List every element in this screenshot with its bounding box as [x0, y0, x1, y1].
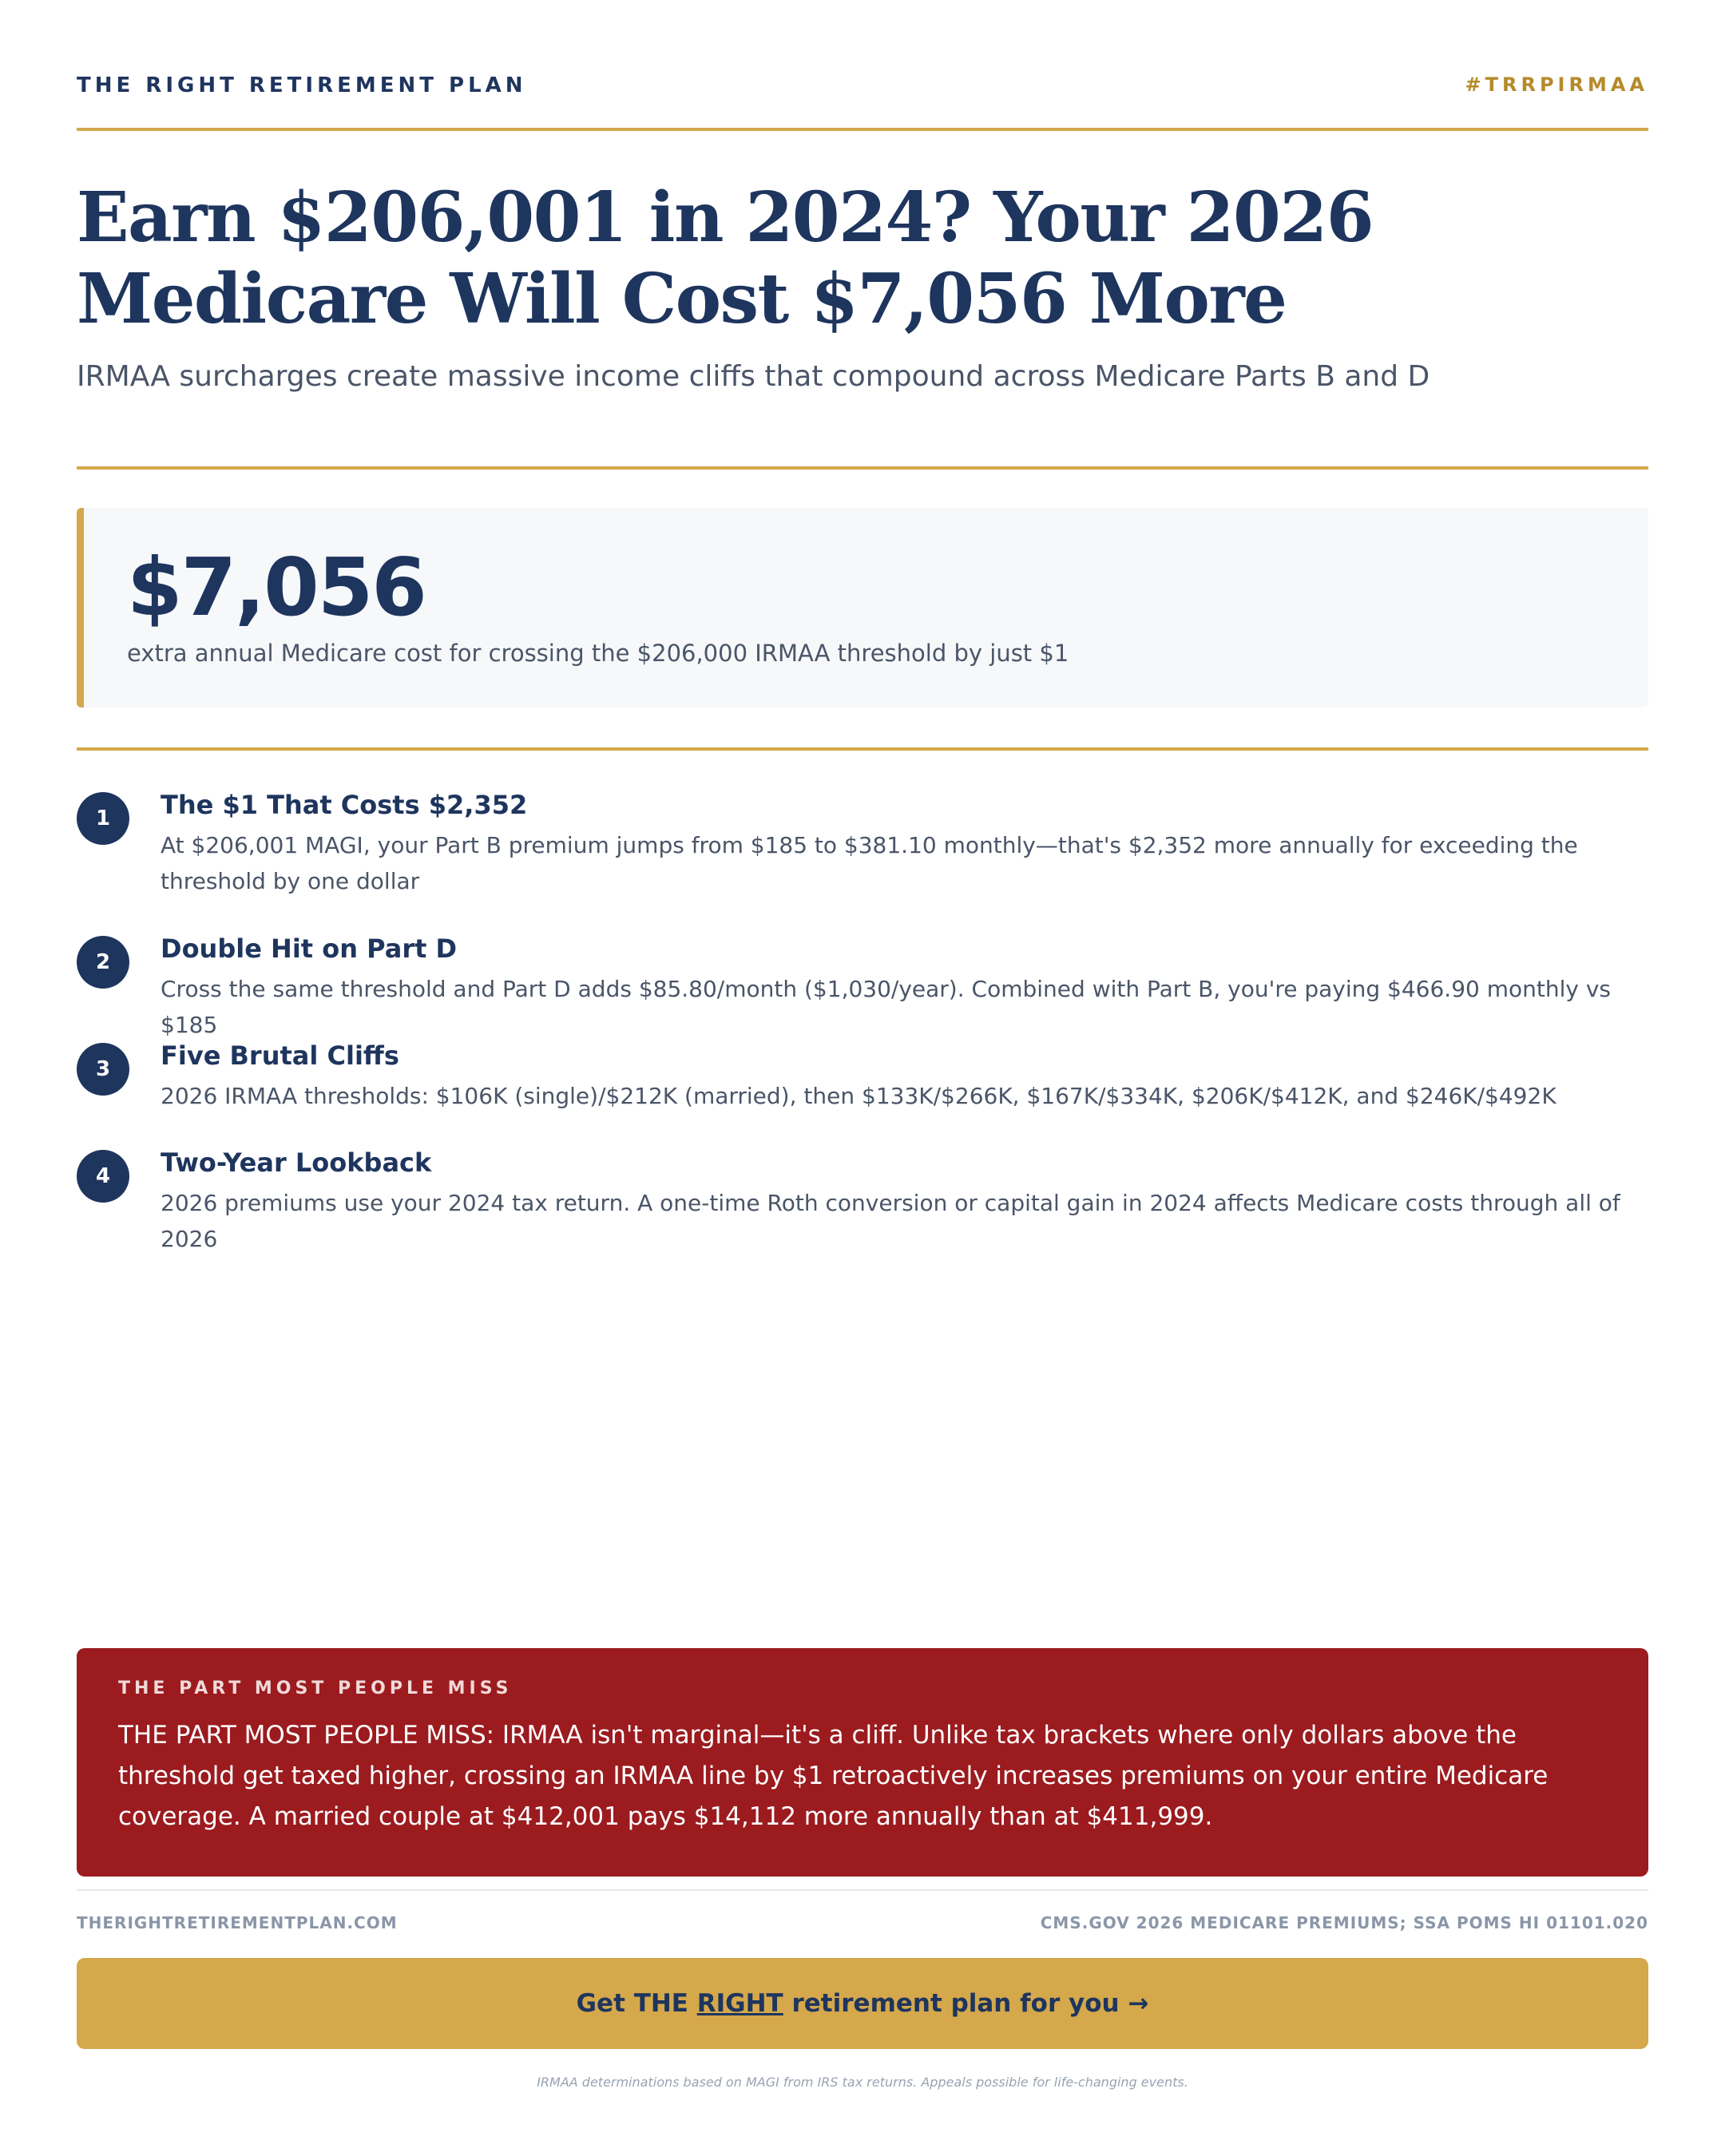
warning-label: THE PART MOST PEOPLE MISS: [118, 1678, 513, 1698]
point-number-badge: 3: [77, 1043, 129, 1096]
stat-divider: [77, 747, 1648, 751]
cta-emphasis: RIGHT: [696, 1989, 783, 2018]
page-subtitle: IRMAA surcharges create massive income cliffs that compound across Medicare Parts B and D: [77, 360, 1430, 393]
point-body: 2026 premiums use your 2024 tax return. A one-time Roth conversion or capital gain in 2024 affects Medicare costs through all of 2026: [161, 1190, 1620, 1252]
point-body: 2026 IRMAA thresholds: $106K (single)/$212K (married), then $133K/$266K, $167K/$334K, $206K/$412K, and $246K/$492K: [161, 1083, 1556, 1109]
point-title: The $1 That Costs $2,352: [161, 790, 528, 820]
brand-name: THE RIGHT RETIREMENT PLAN: [77, 73, 527, 97]
warning-body: THE PART MOST PEOPLE MISS: IRMAA isn't marginal—it's a cliff. Unlike tax brackets where only dollars above the threshold get taxed higher, crossing an IRMAA line by $1 retroactively increases premiums on your entire Medicare coverage. A married couple at $412,001 pays $14,112 more annually than at $411,999.: [118, 1721, 1549, 1831]
point-body: Cross the same threshold and Part D adds $85.80/month ($1,030/year). Combined with Part B, you're paying $466.90 monthly vs $185: [161, 976, 1612, 1038]
disclaimer-text: IRMAA determinations based on MAGI from IRS tax returns. Appeals possible for life-changing events.: [537, 2075, 1188, 2090]
point-number-badge: 4: [77, 1150, 129, 1203]
point-number-badge: 2: [77, 936, 129, 989]
page-title: Earn $206,001 in 2024? Your 2026 Medicare Will Cost $7,056 More: [77, 177, 1374, 339]
footer-divider: [77, 1889, 1648, 1891]
warning-callout: [77, 1648, 1648, 1877]
top-bar: [77, 70, 1648, 102]
cta-suffix: retirement plan for you →: [783, 1989, 1149, 2018]
point-number-badge: 1: [77, 792, 129, 845]
get-plan-button[interactable]: [77, 1958, 1648, 2049]
key-stat-callout: [77, 508, 1648, 707]
infographic-page: [77, 0, 1648, 2156]
header-divider: [77, 128, 1648, 131]
key-stat-caption: extra annual Medicare cost for crossing the $206,000 IRMAA threshold by just $1: [127, 640, 1069, 667]
key-stat-value: $7,056: [127, 541, 426, 634]
website-link[interactable]: THERIGHTRETIREMENTPLAN.COM: [77, 1913, 398, 1932]
point-title: Five Brutal Cliffs: [161, 1040, 399, 1071]
cta-prefix: Get THE: [576, 1989, 697, 2018]
point-title: Double Hit on Part D: [161, 933, 458, 964]
sources-citation: CMS.GOV 2026 MEDICARE PREMIUMS; SSA POMS HI 01101.020: [1040, 1913, 1648, 1932]
point-body: At $206,001 MAGI, your Part B premium jumps from $185 to $381.10 monthly—that's $2,352 more annually for exceeding the threshold by one dollar: [161, 832, 1578, 894]
subtitle-divider: [77, 466, 1648, 470]
hashtag: #TRRPIRMAA: [1465, 73, 1648, 96]
point-title: Two-Year Lookback: [161, 1147, 432, 1178]
